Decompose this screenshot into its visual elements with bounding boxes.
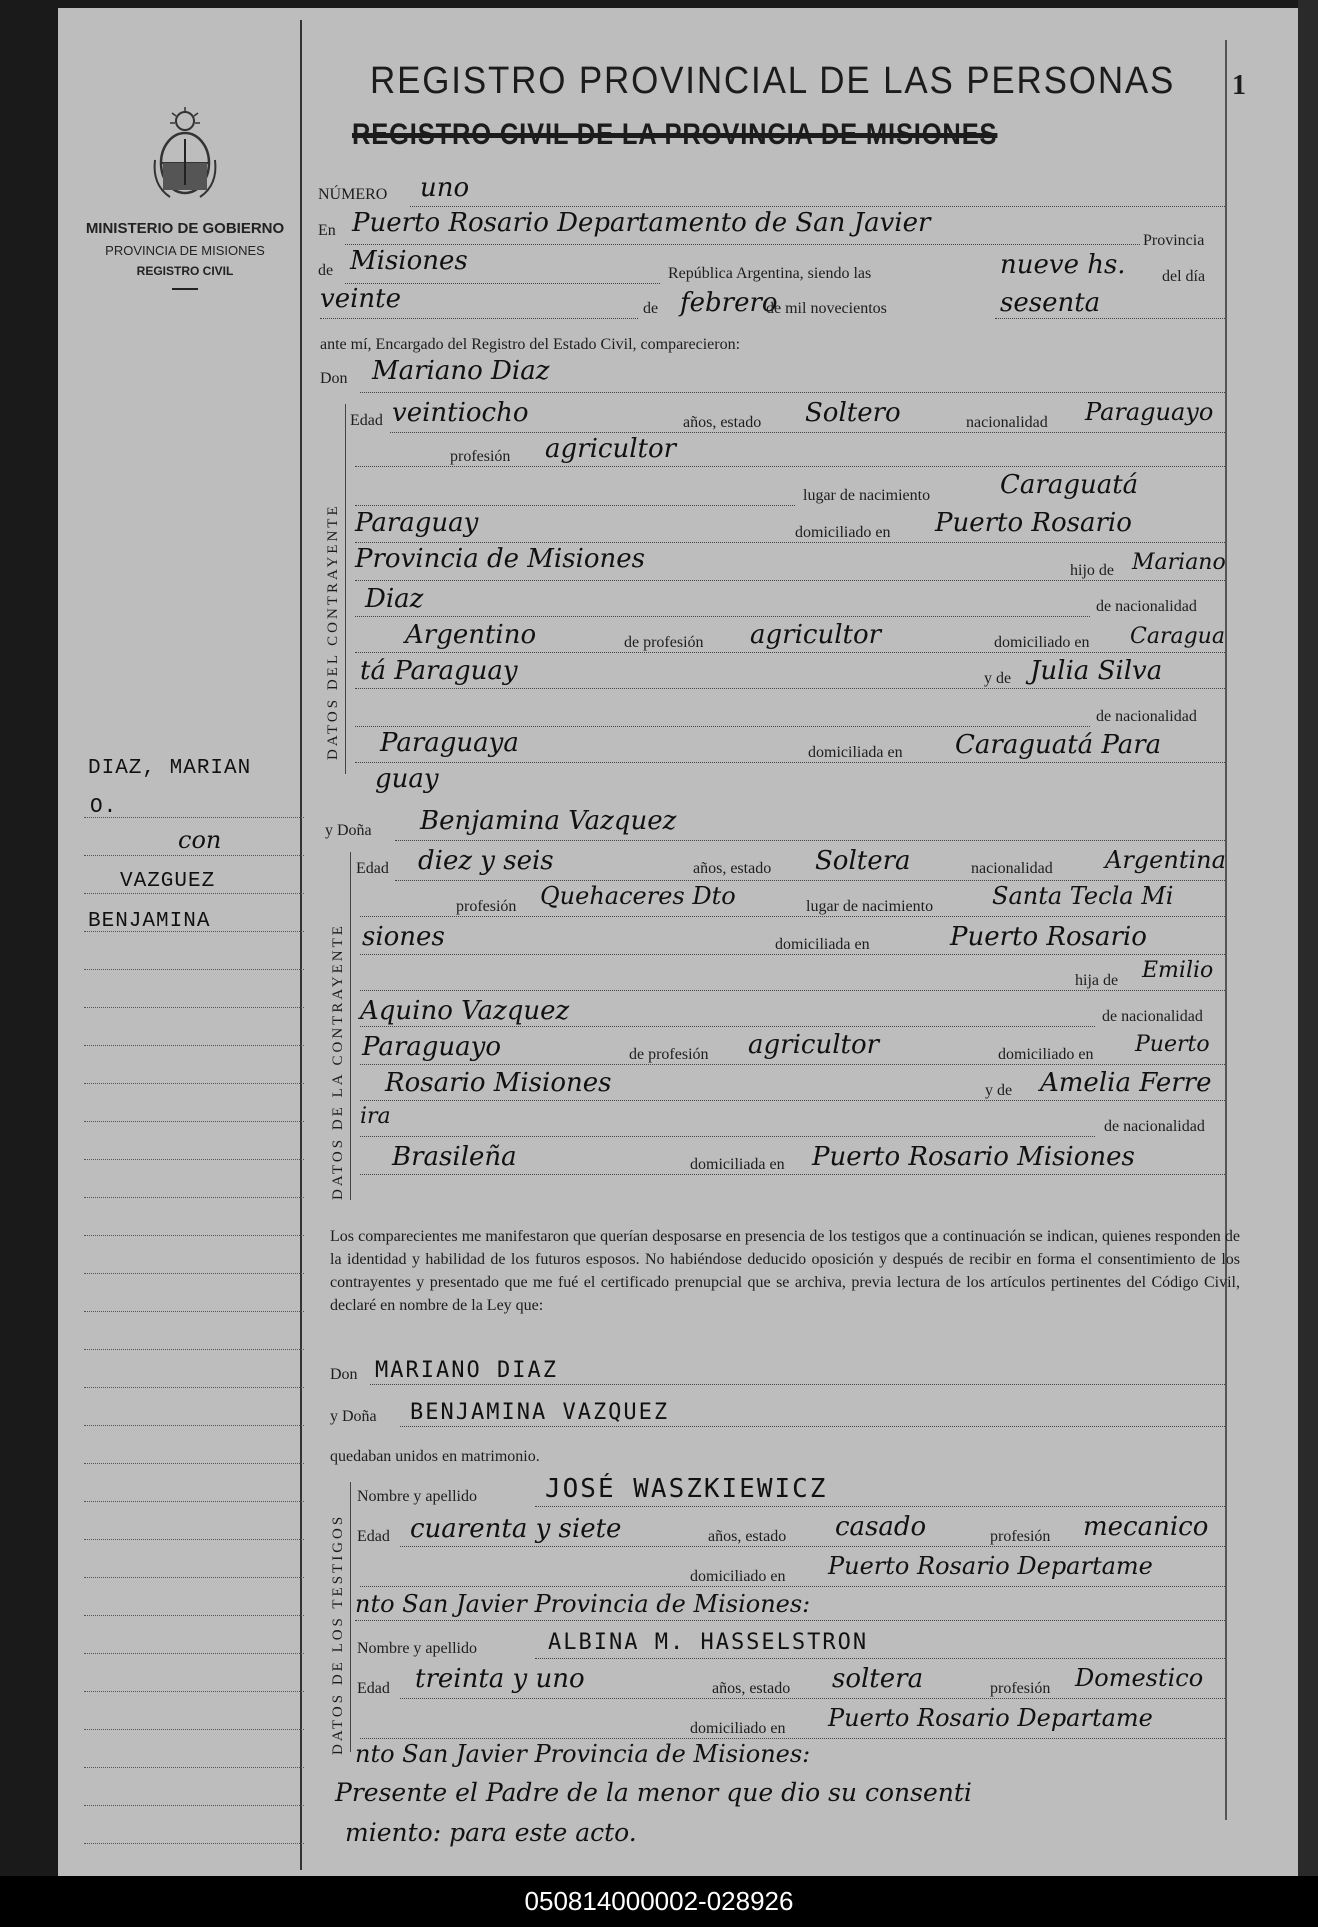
label-anos-estado-t2: años, estado	[712, 1680, 791, 1697]
label-edad-testigo1: Edad	[357, 1528, 390, 1545]
contrayenta-padre-dom-cont: Rosario Misiones	[385, 1068, 612, 1098]
label-domiciliado-2: domiciliado en	[994, 634, 1090, 651]
rule	[345, 244, 1140, 245]
label-de-profesion-2: de profesión	[629, 1046, 709, 1063]
rule	[355, 505, 795, 506]
label-republica: República Argentina, siendo las	[668, 265, 872, 282]
contrayente-padre-prof: agricultor	[750, 620, 882, 650]
contrayenta-padre-cont: Aquino Vazquez	[360, 996, 570, 1026]
label-de-nacionalidad-4: de nacionalidad	[1104, 1118, 1205, 1135]
acta-lugar: Puerto Rosario Departamento de San Javier	[352, 208, 931, 238]
rule	[355, 542, 1225, 543]
contrayente-padre: Mariano	[1132, 550, 1226, 575]
contrayente-domicilio: Puerto Rosario	[935, 508, 1132, 538]
contrayente-edad: veintiocho	[392, 398, 529, 428]
label-de-nacionalidad-3: de nacionalidad	[1102, 1008, 1203, 1025]
ministry-title: MINISTERIO DE GOBIERNO	[85, 220, 285, 237]
rule	[395, 880, 1225, 881]
contrayenta-estado: Soltera	[815, 846, 911, 876]
margin-note-line5: BENJAMINA	[88, 910, 211, 933]
rule	[355, 616, 1090, 617]
page-edge	[1298, 0, 1318, 1876]
label-nacionalidad-2: nacionalidad	[971, 860, 1053, 877]
rule	[355, 726, 1090, 727]
contrayenta-padre-nac: Paraguayo	[362, 1032, 501, 1062]
rule	[995, 318, 1225, 319]
label-del-dia: del día	[1162, 268, 1206, 285]
label-don: Don	[320, 370, 348, 387]
testigo2-domicilio: Puerto Rosario Departame	[828, 1704, 1153, 1732]
rule	[370, 1384, 1225, 1385]
rule	[355, 1620, 1225, 1621]
rule	[360, 1064, 1225, 1065]
contrayente-nacionalidad: Paraguayo	[1085, 398, 1214, 426]
margin-ruled-lines	[84, 780, 304, 1844]
label-en: En	[318, 222, 336, 239]
contrayenta-madre-nac: Brasileña	[392, 1142, 517, 1172]
right-margin-line	[1225, 40, 1227, 1820]
rule	[355, 762, 1225, 763]
contrayente-lugar-nac: Caraguatá	[1000, 470, 1139, 500]
label-de-profesion: de profesión	[624, 634, 704, 651]
acta-anio: sesenta	[1000, 288, 1101, 318]
contrayenta-domicilio: Puerto Rosario	[950, 922, 1147, 952]
label-profesion-t2: profesión	[990, 1680, 1051, 1697]
label-hijo-de: hijo de	[1070, 562, 1114, 579]
label-y-de: y de	[984, 670, 1012, 687]
contrayenta-lugar-nac-cont: siones	[362, 922, 445, 952]
rule	[360, 1738, 1225, 1739]
struck-title: REGISTRO CIVIL DE LA PROVINCIA DE MISIONES	[352, 118, 998, 151]
union-dona: BENJAMINA VAZQUEZ	[410, 1400, 670, 1425]
label-quedaban: quedaban unidos en matrimonio.	[330, 1448, 540, 1465]
label-y-dona: y Doña	[325, 822, 372, 839]
label-domiciliado-3: domiciliado en	[998, 1046, 1094, 1063]
rule	[400, 1546, 1225, 1547]
testigo2-nombre: ALBINA M. HASSELSTRON	[548, 1630, 869, 1655]
label-nombre-testigo1: Nombre y apellido	[357, 1488, 477, 1505]
contrayenta-nacionalidad: Argentina	[1105, 846, 1226, 874]
label-edad-2: Edad	[356, 860, 389, 877]
contrayenta-padre-dom: Puerto	[1135, 1032, 1210, 1057]
contrayente-madre-dom: Caraguatá Para	[955, 730, 1162, 760]
ministry-header	[70, 220, 300, 290]
document-code-footer: 050814000002-028926	[0, 1876, 1318, 1927]
contrayente-padre-dom: Caragua	[1130, 624, 1225, 649]
label-domiciliado-t2: domiciliado en	[690, 1720, 786, 1737]
acta-mes: febrero	[680, 288, 778, 318]
contrayente-padre-dom-cont: tá Paraguay	[360, 656, 518, 686]
rule	[410, 206, 1225, 207]
rule	[535, 1658, 1225, 1659]
label-anos-estado-2: años, estado	[693, 860, 772, 877]
rule	[320, 318, 638, 319]
rule	[355, 652, 1225, 653]
rule	[360, 392, 1225, 393]
rule	[360, 1586, 1225, 1587]
contrayente-madre-nac: Paraguaya	[380, 728, 519, 758]
label-mil: de mil novecientos	[766, 300, 887, 317]
label-don-union: Don	[330, 1366, 358, 1383]
rule	[355, 466, 1225, 467]
label-numero: NÚMERO	[318, 186, 388, 203]
ministry-dash	[172, 288, 198, 290]
union-don: MARIANO DIAZ	[375, 1358, 558, 1383]
contrayente-padre-cont: Diaz	[365, 584, 424, 614]
label-domiciliada: domiciliada en	[808, 744, 903, 761]
bracket-testigos	[350, 1482, 351, 1752]
rule	[360, 916, 1225, 917]
bracket-contrayenta	[350, 852, 351, 1200]
contrayente-profesion: agricultor	[545, 434, 677, 464]
bracket-contrayente	[345, 404, 346, 774]
testigo2-estado: soltera	[832, 1664, 924, 1694]
label-nombre-testigo2: Nombre y apellido	[357, 1640, 477, 1657]
testigo2-profesion: Domestico	[1075, 1664, 1204, 1692]
rule	[360, 990, 1225, 991]
testigo1-estado: casado	[835, 1512, 927, 1542]
contrayenta-profesion: Quehaceres Dto	[540, 882, 736, 910]
acta-hora: nueve hs.	[1000, 250, 1126, 280]
label-lugar-nac: lugar de nacimiento	[803, 487, 931, 504]
label-dona-union: y Doña	[330, 1408, 377, 1425]
margin-note-line1: DIAZ, MARIAN	[88, 757, 252, 780]
label-nacionalidad: nacionalidad	[966, 414, 1048, 431]
ministry-province: PROVINCIA DE MISIONES	[105, 243, 265, 258]
coat-of-arms-icon	[150, 105, 220, 203]
acta-numero: uno	[420, 173, 470, 203]
rule	[360, 1026, 1095, 1027]
page-title: REGISTRO PROVINCIAL DE LAS PERSONAS	[370, 60, 1176, 102]
acta-dia: veinte	[320, 284, 401, 314]
rule	[360, 954, 1225, 955]
label-domiciliada-2: domiciliada en	[775, 936, 870, 953]
acta-provincia: Misiones	[350, 246, 468, 276]
rule	[400, 1426, 1225, 1427]
contrayenta-madre-dom: Puerto Rosario Misiones	[812, 1142, 1135, 1172]
label-de-mes: de	[643, 300, 659, 317]
label-y-de-2: y de	[985, 1082, 1013, 1099]
label-domiciliado-t1: domiciliado en	[690, 1568, 786, 1585]
page-number: 1	[1232, 70, 1246, 101]
rule	[360, 1174, 1225, 1175]
contrayente-domicilio-cont: Provincia de Misiones	[355, 544, 645, 574]
contrayente-madre: Julia Silva	[1030, 656, 1163, 686]
label-datos-contrayenta: DATOS DE LA CONTRAYENTE	[330, 923, 346, 1200]
testigo1-domicilio-cont: nto San Javier Provincia de Misiones:	[355, 1590, 811, 1618]
label-provincia: Provincia	[1143, 232, 1205, 249]
contrayente-padre-nac: Argentino	[405, 620, 537, 650]
contrayenta-edad: diez y seis	[418, 846, 554, 876]
label-profesion-t1: profesión	[990, 1528, 1051, 1545]
label-datos-contrayente: DATOS DEL CONTRAYENTE	[325, 503, 341, 760]
label-lugar-nac-2: lugar de nacimiento	[806, 898, 934, 915]
nota-line1: Presente el Padre de la menor que dio su consenti	[335, 1778, 972, 1807]
acta-contrayente: Mariano Diaz	[372, 356, 550, 386]
rule	[390, 432, 1225, 433]
testigo1-profesion: mecanico	[1083, 1512, 1209, 1542]
label-de: de	[318, 262, 334, 279]
margin-note-line2: O.	[90, 796, 118, 819]
label-anos-estado: años, estado	[683, 414, 762, 431]
label-de-nacionalidad-2: de nacionalidad	[1096, 708, 1197, 725]
rule	[535, 1506, 1225, 1507]
label-hija-de: hija de	[1075, 972, 1119, 989]
contrayenta-padre: Emilio	[1142, 958, 1214, 983]
label-profesion-2: profesión	[456, 898, 517, 915]
contrayente-estado: Soltero	[805, 398, 901, 428]
contrayenta-lugar-nac: Santa Tecla Mi	[992, 882, 1174, 910]
label-ante: ante mí, Encargado del Registro del Estado Civil, comparecieron:	[320, 336, 741, 353]
margin-note-line4: VAZGUEZ	[120, 870, 216, 893]
contrayenta-madre: Amelia Ferre	[1040, 1068, 1212, 1098]
label-edad-testigo2: Edad	[357, 1680, 390, 1697]
rule	[355, 688, 1225, 689]
rule	[400, 1698, 1225, 1699]
rule	[355, 580, 1225, 581]
label-profesion: profesión	[450, 448, 511, 465]
testigo1-nombre: JOSÉ WASZKIEWICZ	[545, 1474, 828, 1504]
testigo2-edad: treinta y uno	[415, 1664, 585, 1694]
label-domiciliada-3: domiciliada en	[690, 1156, 785, 1173]
testigo2-domicilio-cont: nto San Javier Provincia de Misiones:	[355, 1740, 811, 1768]
label-datos-testigos: DATOS DE LOS TESTIGOS	[330, 1513, 346, 1755]
contrayente-lugar-nac-cont: Paraguay	[355, 508, 479, 538]
margin-note-line3: con	[178, 826, 222, 854]
label-domiciliado: domiciliado en	[795, 524, 891, 541]
legal-paragraph: Los comparecientes me manifestaron que querían desposarse en presencia de los testigos que a continuación se indican, quienes responden de la identidad y habilidad de los futuros esposos. No habiéndose deducido oposición y después de recibir en forma el consentimiento de los contrayentes y presentado que me fué el certificado prenupcial que se archiva, previa lectura de los artículos pertinentes del Código Civil, declaré en nombre de la Ley que:	[330, 1228, 1240, 1314]
label-anos-estado-t1: años, estado	[708, 1528, 787, 1545]
contrayenta-madre-cont: ira	[360, 1104, 391, 1129]
rule	[395, 840, 1225, 841]
contrayente-madre-dom-cont: guay	[375, 764, 439, 794]
nota-line2: miento: para este acto.	[345, 1818, 637, 1847]
testigo1-edad: cuarenta y siete	[410, 1514, 622, 1544]
label-de-nacionalidad: de nacionalidad	[1096, 598, 1197, 615]
contrayenta-padre-prof: agricultor	[748, 1030, 880, 1060]
rule	[360, 1136, 1095, 1137]
ministry-registry: REGISTRO CIVIL	[136, 264, 234, 278]
contrayenta-nombre: Benjamina Vazquez	[420, 806, 677, 836]
label-edad: Edad	[350, 412, 383, 429]
testigo1-domicilio: Puerto Rosario Departame	[828, 1552, 1153, 1580]
rule	[360, 1100, 1225, 1101]
